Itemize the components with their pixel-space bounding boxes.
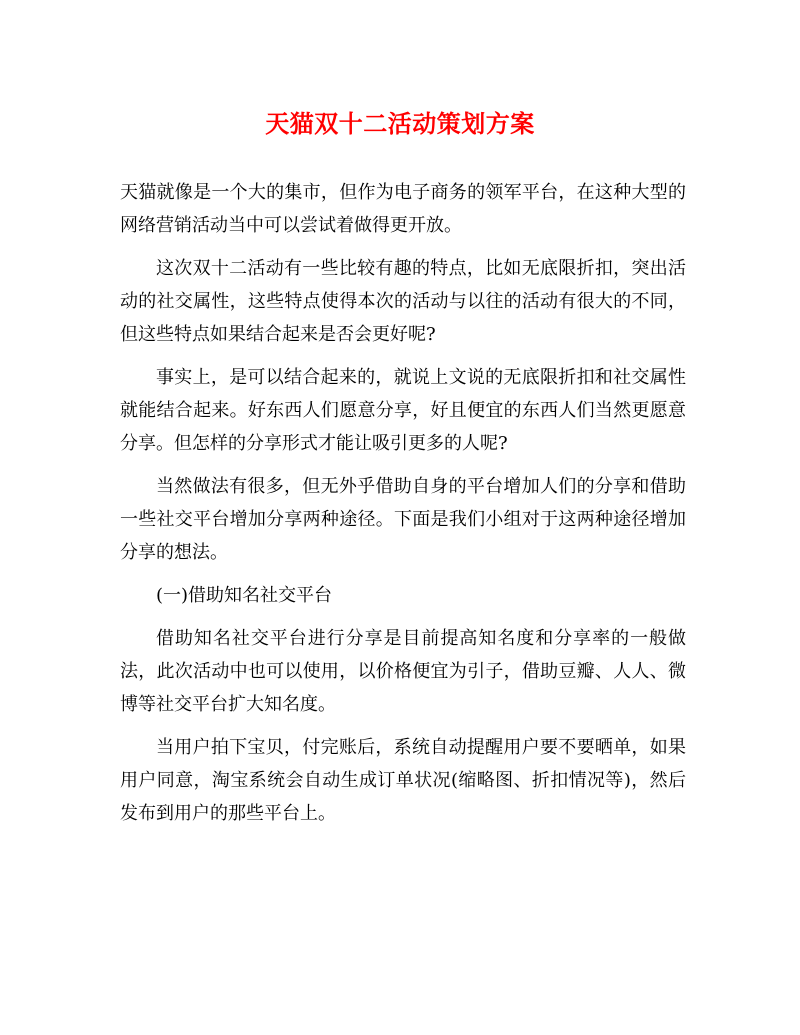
paragraph-intro: 天猫就像是一个大的集市，但作为电子商务的领军平台，在这种大型的网络营销活动当中可以尝试着做得更开放。 — [120, 182, 686, 236]
page-title: 天猫双十二活动策划方案 — [265, 109, 535, 138]
paragraph-approaches: 当然做法有很多，但无外乎借助自身的平台增加人们的分享和借助一些社交平台增加分享两种途径。下面是我们小组对于这两种途径增加分享的想法。 — [120, 476, 686, 563]
section-heading-social-platforms: (一)借助知名社交平台 — [156, 585, 333, 606]
paragraph-features: 这次双十二活动有一些比较有趣的特点，比如无底限折扣，突出活动的社交属性，这些特点使得本次的活动与以往的活动有很大的不同，但这些特点如果结合起来是否会更好呢? — [120, 258, 686, 345]
paragraph-combine: 事实上，是可以结合起来的，就说上文说的无底限折扣和社交属性就能结合起来。好东西人们愿意分享，好且便宜的东西人们当然更愿意分享。但怎样的分享形式才能让吸引更多的人呢? — [120, 367, 686, 454]
paragraph-social-sharing: 借助知名社交平台进行分享是目前提高知名度和分享率的一般做法，此次活动中也可以使用，以价格便宜为引子，借助豆瓣、人人、微博等社交平台扩大知名度。 — [120, 628, 686, 715]
document-body — [120, 176, 686, 840]
paragraph-order-sharing: 当用户拍下宝贝，付完账后，系统自动提醒用户要不要晒单，如果用户同意，淘宝系统会自动生成订单状况(缩略图、折扣情况等)，然后发布到用户的那些平台上。 — [120, 737, 686, 824]
